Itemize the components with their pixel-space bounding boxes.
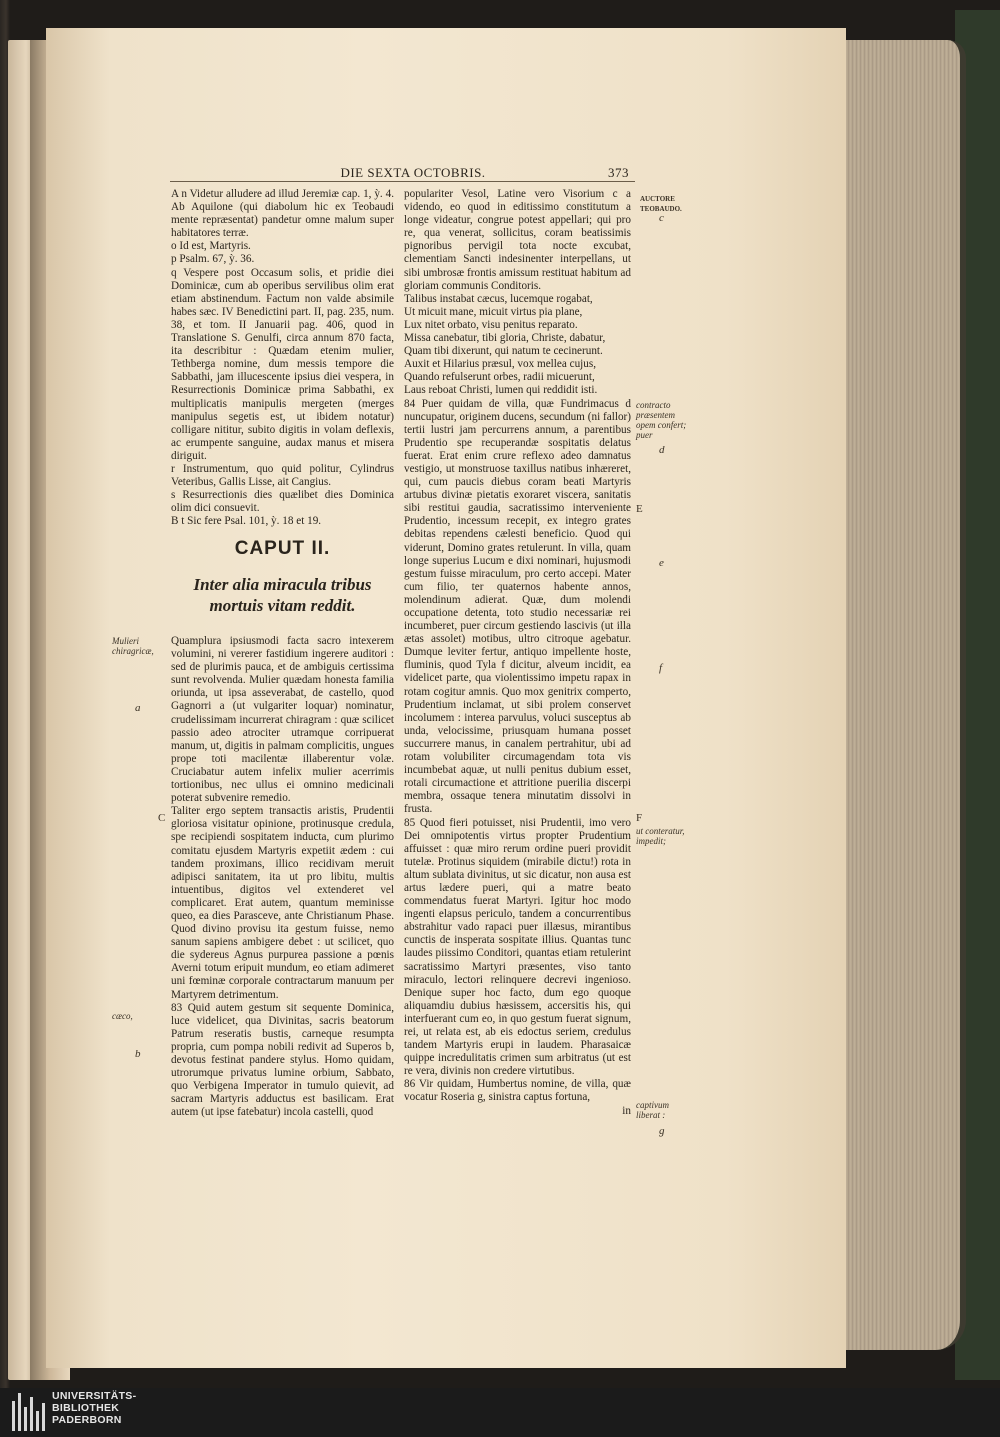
marker-c: c (659, 212, 664, 224)
verse-line: Laus reboat Christi, lumen qui reddidit isti. (404, 384, 598, 397)
marker-d: d (659, 444, 665, 456)
page-number: 373 (608, 165, 629, 180)
body-paragraph: Taliter ergo septem transactis aristis, Prudentii gloriosa visitatur opinione, protinusque credula, spe recipiendi sospitatem inducta, cum plurimo comitatu ejusdem Martyris expetiit ædem : cui tandem proximans, illico recidivam meruit adipisci sanitatem, ita ut pro libitu, multis intuentibus, digitos vel extenderet vel complicaret. Erat autem, quantum meminisse queo, ea dies Parasceve, ante Christianum Phase. Quod divino provisu ita gestum fuisse, nemo sanum sapiens ambigere debet : ut scilicet, quo die sydereus Agnus purpurea passione a pœnis Averni totum eripuit mundum, eo etiam adimeret uni fœminæ corporale contractarum manuum per Martyrem detrimentum. (171, 805, 394, 1001)
right-body-column (404, 188, 631, 1118)
library-logo-icon (12, 1393, 46, 1431)
header-rule (170, 181, 635, 182)
chapter-subtitle: Inter alia miracula tribus mortuis vitam reddit. (193, 575, 372, 615)
margin-note-contracto: contracto præsentem opem confert; puer (636, 400, 687, 440)
library-name-line: BIBLIOTHEK (52, 1402, 120, 1414)
marker-F: F (636, 812, 643, 824)
verse-line: Quando refulserunt orbes, radii micuerunt, (404, 371, 595, 384)
verse-line: Ut micuit mane, micuit virtus pia plane, (404, 305, 583, 318)
verse-line: Quam tibi dixerunt, qui natum te cecinerunt. (404, 345, 603, 358)
margin-note-captivum: captivum liberat : (636, 1100, 669, 1120)
running-header: DIE SEXTA OCTOBRIS. (340, 165, 486, 180)
verse-line: Auxit et Hilarius præsul, vox mellea cujus, (404, 358, 597, 371)
body-paragraph: populariter Vesol, Latine vero Visorium c a videndo, eo quod in editissimo constitutum a longe videatur, congrue potest appellari; qui pro re, qua venerat, sollicitus, coram beatissimis pignoribus pervigil tota nocte excubat, clementiam Sancti indesinenter interpellans, ut sibi umbrosæ frontis amissum restituat habitum ad gloriam communis Conditoris. (404, 188, 631, 292)
footnote-r: r Instrumentum, quo quid politur, Cylindrus Veteribus, Gallis Lisse, ait Cangius. (171, 462, 394, 489)
verse-line: Talibus instabat cæcus, lucemque rogabat, (404, 292, 593, 305)
verse-line: Missa canebatur, tibi gloria, Christe, dabatur, (404, 332, 606, 345)
page-edges (840, 40, 966, 1350)
margin-note-auctore: AUCTORE TEOBAUDO. (640, 195, 682, 213)
marker-e: e (659, 557, 664, 569)
marker-b: b (135, 1048, 141, 1060)
left-body-column (171, 635, 394, 1119)
library-name (52, 1390, 136, 1426)
chapter-heading: CAPUT II. (234, 538, 331, 559)
footnote-o: o Id est, Martyris. (171, 240, 251, 253)
library-name-line: PADERBORN (52, 1414, 122, 1426)
verse-line: Lux nitet orbato, visu penitus reparato. (404, 318, 578, 331)
body-paragraph: 84 Puer quidam de villa, quæ Fundrimacus d nuncupatur, originem ducens, secundum (ni fallor) tertii lustri jam percurrens annum, a parentibus Prudentio spe recuperandæ sospitatis delatus fuerat. Erat enim crure reflexo adeo damnatus vestigio, ut monstruose taxillus natibus inhæreret, qui, cum paucis diebus coram beati Martyris artubus divinæ pietatis exoraret viscera, sanitatis sibi restitui gaudia, sacratissimo interveniente Prudentio, incessum recepit, ex integro grates debitas rependens cælesti beneficio. Quod qui viderunt, Domino grates retulerunt. In villa, quam longe superius Lucum e dixi nominari, hujusmodi gestum fuisse miraculum, pro certo accepi. Mater cum filio, ter quaternos habente annos, molendinum adierat. Quæ, dum molendi occupatione detenta, toto studio necessariæ rei incumberet, puer circum gestiendo lascivis (ut illa ætas assolet) motibus, ultro citroque agebatur. Dumque leviter fertur, antiquo impellente hoste, fluminis, quod Tyla f dicitur, alveum incidit, ea videlicet parte, qua violentissimo impetu rapax in rotam cogitur amnis. Quo mox genitrix comperto, Prudentium inclamat, ut sibi prolem conservet incolumem : interea parvulus, voluci susceptus ab unda, velocissime, priusquam humana posset succurrere manus, in canalem pertrahitur, ubi ad rotam volubiliter circumagendam tota vis incumbebat aquæ, ut nulli penitus dubium esset, rotali circumactione et attritione puerilia discerpi membra, ossaque tenera minutatim dissolvi in frusta. (404, 397, 631, 816)
footnotes-column (171, 188, 394, 528)
catchword: in (622, 1104, 631, 1117)
footnote-n: A n Videtur alludere ad illud Jeremiæ cap. 1, ỳ. 4. Ab Aquilone (qui diabolum hic ex Teobaudi mente repræsentat) pandetur omne malum super habitatores terræ. (171, 188, 394, 240)
marker-C: C (158, 812, 166, 824)
body-paragraph: Quamplura ipsiusmodi facta sacro intexerem volumini, ni vererer fastidium ingerere auditori : sed de plurimis pauca, et de ambiguis certissima sunt revolvenda. Mulier quædam honesta familia oriunda, ut ipsa asseverabat, de castello, quod Gagnorri a (ut vulgariter loquar) nominatur, crudelissimam incurrerat chiragram : quæ scilicet passio adeo atrociter utramque corripuerat manum, ut, digitis in palmam complicitis, ungues prope toti macilentæ illaberentur volæ. Cruciabatur autem infelix mulier acerrimis tortionibus, nec ullus ei omnino medicinali poterat subvenire remedio. (171, 635, 394, 805)
margin-note-chiragricae: Mulieri chiragricæ, (112, 636, 154, 656)
body-paragraph: 85 Quod fieri potuisset, nisi Prudentii, imo vero Dei omnipotentis virtus propter Prudentium affuisset : quæ miro rerum ordine pueri providit tutelæ. Protinus siquidem (mirabile dictu!) rota in altum sublata divinitus, ut sic dicatur, non ausa est artus lædere pueri, qui a matre beato commendatus fuerat Martyri. Igitur hoc modo ingenti elapsus periculo, tandem a concurrentibus abstrahitur vado rapaci puer illæsus, mirantibus cunctis de insperata sospitate illius. Quantas tunc laudes piissimo Conditori, quantas etiam retulerint sacratissimo Martyri præsentes, viso tanto miraculo, lectori relinquere decrevi ingenioso. Denique super hoc facto, dum ego quoque aliquamdiu dubius hæsissem, accersitis his, qui interfuerant cum eo, in quo gestum fuerat signum, rei, ut relata est, ab eis edoctus seriem, credulus tandem Martyris erupi in laudem. Pharasaicæ quippe incredulitatis crimen sum arbitratus (ut est re vera, divinis non credere virtutibus. (404, 816, 631, 1078)
body-paragraph: 83 Quid autem gestum sit sequente Dominica, luce videlicet, qua Divinitas, sacris beatorum Patrum reseratis bustis, carneque resumpta propria, cum pompa nobili redivit ad Superos b, devotus festinat pandere stylus. Homo quidam, utrorumque privatus lumine orbium, Sabbato, quo Verbigena Imperator in tumulo quievit, ad sacram Martyris adductus est basilicam. Erat autem (ut ipse fatebatur) incola castelli, quod (171, 1001, 394, 1119)
marker-E: E (636, 503, 643, 515)
marker-g: g (659, 1125, 665, 1137)
library-footer (0, 1388, 1000, 1437)
footnote-s: s Resurrectionis dies quælibet dies Dominica olim dici consuevit. (171, 489, 394, 515)
footnote-q: q Vespere post Occasum solis, et pridie diei Dominicæ, cum ab operibus servilibus olim erat etiam abstinendum. Factum non valde absimile habes sæc. IV Benedictini part. II, pag. 235, num. 38, et tom. II Januarii pag. 406, quod in Translatione S. Genulfi, circa annum 870 facta, ita describitur : Quædam etenim mulier, Tethberga nomine, dum messis tempore die Sabbathi, jam illucescente ipsius diei vespera, in Resurrectionis Dominicæ prima Sabbathi, ex multiplicatis manipulis mergeten (merges manipulus segetis est, ut ibidem notatur) colligare nititur, subito digitis in volam deflexis, ac erumpente sanguine, audax manus et misera diriguit. (171, 266, 394, 462)
footnote-t: B t Sic fere Psal. 101, ỳ. 18 et 19. (171, 515, 322, 528)
marker-f: f (659, 662, 663, 674)
marker-a: a (135, 702, 141, 714)
library-name-line: UNIVERSITÄTS- (52, 1390, 137, 1402)
footnote-p: p Psalm. 67, ỳ. 36. (171, 253, 255, 266)
margin-note-conteratur: ut conteratur, impedit; (636, 826, 685, 846)
margin-note-caeco: cæco, (112, 1011, 133, 1021)
body-paragraph: 86 Vir quidam, Humbertus nomine, de villa, quæ vocatur Roseria g, sinistra captus fortuna, (404, 1078, 631, 1104)
